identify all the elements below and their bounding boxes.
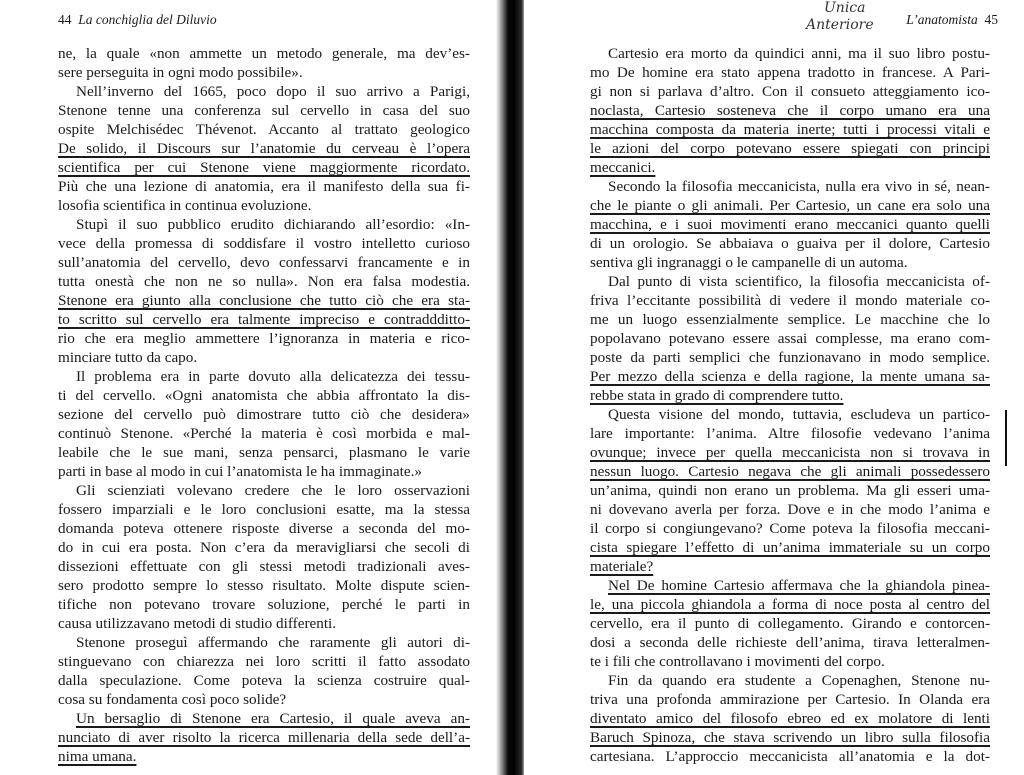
text-line-content: poste da parti semplici che funzionavano in modo semplice. [590, 349, 990, 366]
text-line [590, 728, 990, 747]
text-line-content: Secondo la filosofia meccanicista, nulla era vivo in sé, nean- [608, 178, 990, 195]
text-line [590, 253, 990, 272]
text-line-content: cartesiana. L’approccio meccanicista all’anatomia e la dot- [590, 748, 990, 765]
text-line-content: il corpo si congiungevano? Come poteva la filosofia meccani- [590, 520, 990, 537]
left-body-text [58, 44, 470, 766]
text-line [58, 576, 470, 595]
text-line [58, 709, 470, 728]
text-line [58, 747, 470, 766]
left-running-head [58, 12, 217, 28]
text-line [590, 158, 990, 177]
text-line-content: materiale? [590, 558, 654, 575]
text-line [58, 253, 470, 272]
text-line-content: parti in base al modo in cui l’anatomista le ha immaginate.» [58, 463, 422, 480]
text-line [590, 519, 990, 538]
text-line-content: ospite Melchisédec Thévenot. Accanto al trattato geologico [58, 121, 470, 138]
text-line [590, 481, 990, 500]
text-line-content: Un bersaglio di Stenone era Cartesio, il quale aveva an- [76, 710, 470, 727]
text-line-content: triva una profonda ammirazione per Cartesio. In Olanda era [590, 691, 990, 708]
text-line [590, 633, 990, 652]
text-line [58, 386, 470, 405]
text-line-content: De solido, il Discours sur l’anatomie du cerveau è l’opera [58, 140, 470, 157]
text-line-content: domanda poteva ottenere risposte diverse a seconda del mo- [58, 520, 470, 537]
text-line-content: Più che una lezione di anatomia, era il manifesto della sua fi- [58, 178, 470, 195]
margin-line-mark [1005, 410, 1007, 466]
text-line [58, 177, 470, 196]
text-line-content: meccanici. [590, 159, 656, 176]
text-line-content: friva l’eccitante possibilità di vedere il mondo materiale co- [590, 292, 990, 309]
text-line-content: Stenone proseguì affermando che raramente gli autori di- [76, 634, 470, 651]
text-line-content: Questa visione del mondo, tuttavia, escludeva un partico- [608, 406, 990, 423]
text-line [590, 709, 990, 728]
text-line-content: to scritto sul cervello era talmente impreciso e contraddditto- [58, 311, 470, 328]
text-line-content: Nel De homine Cartesio affermava che la ghiandola pinea- [608, 577, 990, 594]
text-line-content: fossero imparziali e le loro conclusioni esatte, ma la stessa [58, 501, 470, 518]
right-page-number: 45 [984, 12, 998, 27]
text-line [590, 424, 990, 443]
text-line-content: causa utilizzavano metodi di studio differenti. [58, 615, 337, 632]
text-line-content: sero prodotto sempre lo stesso risultato. Molte dispute scien- [58, 577, 470, 594]
text-line [590, 291, 990, 310]
text-line [58, 405, 470, 424]
text-line-content: sentiva gli ingranaggi o le campanelle di un automa. [590, 254, 908, 271]
text-line-content: dosi a seconda delle richieste dell’anima, tirava letteralmen- [590, 634, 990, 651]
text-line [590, 500, 990, 519]
text-line-content: nunciato di aver risolto la ricerca millenaria della sede dell’a- [58, 729, 470, 746]
text-line [590, 272, 990, 291]
text-line-content: nima umana. [58, 748, 137, 765]
text-line-content: sull’anatomia del cervello, devo confessarvi francamente e in [58, 254, 470, 271]
text-line-content: Fin da quando era studente a Copenaghen, Stenone nu- [608, 672, 990, 689]
text-line-content: sere perseguita in ogni modo possibile». [58, 64, 303, 81]
right-running-title: L’anatomista [906, 12, 978, 27]
text-line-content: Stenone tenne una conferenza sul cervello in casa del suo [58, 102, 470, 119]
text-line [590, 557, 990, 576]
left-page-number: 44 [58, 12, 72, 27]
text-line [58, 272, 470, 291]
text-line-content: do in cui era posta. Non c’era da meravigliarsi che secoli di [58, 539, 470, 556]
text-line [590, 595, 990, 614]
text-line [590, 443, 990, 462]
text-line [58, 120, 470, 139]
text-line-content: cervello, era il punto di collegamento. Girando e contorcen- [590, 615, 990, 632]
right-running-head [906, 12, 998, 28]
text-line-content: losofia scientifica in continua evoluzione. [58, 197, 312, 214]
text-line [590, 177, 990, 196]
text-line [58, 196, 470, 215]
text-line-content: Baruch Spinoza, che stava scrivendo un libro sulla filosofia [590, 729, 990, 746]
text-line [590, 310, 990, 329]
text-line [58, 291, 470, 310]
text-line-content: me un luogo essenzialmente semplice. Le macchine che lo [590, 311, 990, 328]
text-line-content: che le piante o gli animali. Per Cartesio, un cane era solo una [590, 197, 990, 214]
text-line [58, 158, 470, 177]
text-line [58, 310, 470, 329]
text-line-content: lare importante: l’anima. Altre filosofie vedevano l’anima [590, 425, 990, 442]
text-line-content: te i fili che controllavano i movimenti del corpo. [590, 653, 885, 670]
text-line [590, 538, 990, 557]
text-line [58, 234, 470, 253]
text-line-content: le azioni del corpo potevano essere spiegati con principi [590, 140, 990, 157]
text-line [58, 329, 470, 348]
text-line [590, 690, 990, 709]
text-line [58, 633, 470, 652]
text-line [590, 671, 990, 690]
text-line [58, 462, 470, 481]
text-line-content: sezione del cervello può dimostrare tutto ciò che desidera» [58, 406, 470, 423]
text-line-content: un’anima, quindi non erano un problema. Ma gli esseri uma- [590, 482, 990, 499]
text-line-content: rio che era meglio ammettere l’ignoranza in materia e rico- [58, 330, 470, 347]
text-line [590, 63, 990, 82]
text-line [590, 234, 990, 253]
text-line-content: noclasta, Cartesio sosteneva che il corpo umano era una [590, 102, 990, 119]
text-line [590, 348, 990, 367]
text-line-content: macchina, e i suoi movimenti erano meccanici quanto quelli [590, 216, 990, 233]
text-line [590, 462, 990, 481]
text-line [58, 690, 470, 709]
text-line [58, 728, 470, 747]
text-line [58, 44, 470, 63]
right-body-text [590, 44, 990, 766]
text-line [590, 367, 990, 386]
text-line-content: Stupì il suo pubblico erudito dichiarando all’esordio: «In- [76, 216, 470, 233]
text-line [58, 82, 470, 101]
text-line [58, 652, 470, 671]
text-line-content: Il problema era in parte dovuto alla delicatezza dei tessu- [76, 368, 470, 385]
text-line-content: gi non si parlava d’altro. Con il consueto atteggiamento ico- [590, 83, 990, 100]
text-line-content: diventato amico del filosofo ebreo ed ex molatore di lenti [590, 710, 990, 727]
text-line [590, 386, 990, 405]
text-line [590, 44, 990, 63]
text-line-content: Gli scienziati volevano credere che le loro osservazioni [76, 482, 470, 499]
text-line [590, 652, 990, 671]
text-line [590, 576, 990, 595]
text-line [58, 63, 470, 82]
text-line-content: ti del cervello. «Ogni anatomista che abbia affrontato la dis- [58, 387, 470, 404]
text-line-content: Stenone era giunto alla conclusione che tutto ciò che era sta- [58, 292, 470, 309]
text-line-content: continuò Stenone. «Perché la materia è così morbida e mal- [58, 425, 470, 442]
text-line-content: stinguevano con chiarezza nei loro scritti il fatto assodato [58, 653, 470, 670]
text-line [58, 215, 470, 234]
right-page [524, 0, 1024, 775]
text-line [58, 139, 470, 158]
text-line-content: vece della promessa di soddisfare il vostro intelletto curioso [58, 235, 470, 252]
text-line [590, 82, 990, 101]
text-line-content: Nell’inverno del 1665, poco dopo il suo arrivo a Parigi, [76, 83, 470, 100]
text-line-content: minciare tutto da capo. [58, 349, 198, 366]
text-line-content: Per mezzo della scienza e della ragione, la mente umana sa- [590, 368, 990, 385]
text-line-content: mo De homine era stato appena tradotto in francese. A Pari- [590, 64, 990, 81]
text-line-content: ovunque; invece per quella meccanicista non si trovava in [590, 444, 990, 461]
left-page [0, 0, 500, 775]
text-line [58, 367, 470, 386]
text-line-content: leabile che le sue mani, senza pensarci, plasmano le varie [58, 444, 470, 461]
text-line [58, 481, 470, 500]
text-line-content: macchina composta da materia inerte; tutti i processi vitali e [590, 121, 990, 138]
text-line [590, 329, 990, 348]
text-line-content: Cartesio era morto da quindici anni, ma il suo libro postu- [608, 45, 990, 62]
left-running-title: La conchiglia del Diluvio [78, 12, 217, 27]
text-line-content: tifiche non potevano trovare soluzione, perché le parti in [58, 596, 470, 613]
text-line-content: Dal punto di vista scientifico, la filosofia meccanicista of- [608, 273, 990, 290]
text-line [58, 443, 470, 462]
text-line [58, 519, 470, 538]
text-line-content: ni dovevano averla per forza. Dove e in che modo l’anima e [590, 501, 990, 518]
text-line [58, 671, 470, 690]
handwritten-note-2: Anteriore [806, 17, 874, 33]
text-line-content: dalla speculazione. Come poteva la scienza costruire qual- [58, 672, 470, 689]
text-line [58, 538, 470, 557]
text-line-content: nessun luogo. Cartesio negava che gli animali possedessero [590, 463, 990, 480]
text-line [590, 747, 990, 766]
text-line [590, 120, 990, 139]
text-line [58, 101, 470, 120]
text-line-content: ne, la quale «non ammette un metodo generale, ma dev’es- [58, 45, 470, 62]
text-line [590, 405, 990, 424]
text-line [58, 424, 470, 443]
text-line [590, 101, 990, 120]
text-line-content: cosa su fondamenta così poco solide? [58, 691, 287, 708]
text-line [58, 348, 470, 367]
text-line [590, 614, 990, 633]
text-line [590, 196, 990, 215]
text-line [590, 139, 990, 158]
text-line-content: rebbe stata in grado di comprendere tutto. [590, 387, 844, 404]
handwritten-note-1: Unica [824, 0, 866, 16]
text-line [58, 500, 470, 519]
text-line-content: le, una piccola ghiandola a forma di noce posta al centro del [590, 596, 990, 613]
text-line-content: popolavano potevano essere assai complesse, ma erano com- [590, 330, 990, 347]
text-line-content: cista spiegare l’effetto di un’anima immateriale su un corpo [590, 539, 990, 556]
text-line-content: scientifica per cui Stenone viene maggiormente ricordato. [58, 159, 470, 176]
text-line [590, 215, 990, 234]
text-line [58, 614, 470, 633]
text-line-content: tutta onestà che non ne so nulla». Non era falsa modestia. [58, 273, 470, 290]
book-gutter [496, 0, 526, 775]
text-line [58, 595, 470, 614]
text-line [58, 557, 470, 576]
text-line-content: di un orologio. Se abbaiava o guaiva per il dolore, Cartesio [590, 235, 990, 252]
text-line-content: dissezioni effettuate con gli stessi metodi tradizionali aves- [58, 558, 470, 575]
